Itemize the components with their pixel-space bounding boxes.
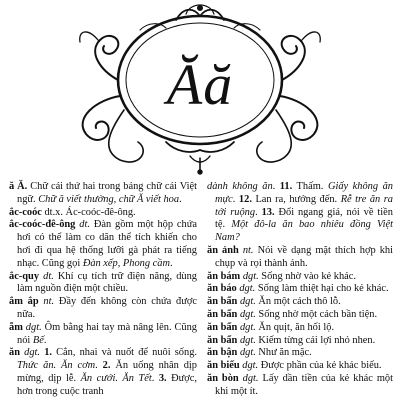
entry-text: Thấm. [292,181,328,192]
entry-text: . [95,360,103,372]
entry-italic-text: dgt. [239,308,256,320]
entry-text: . [232,193,239,205]
dictionary-entry [207,347,393,360]
entry-text: Khí cụ tích trữ điện năng, dùng làm nguồn điện một chiều. [17,270,197,295]
entry-headword: 13. [261,206,275,218]
entry-italic-text: nt. [242,244,254,256]
entry-text: Được phần của kẻ khác biếu. [258,360,382,372]
entry-text: . [272,181,280,192]
entry-text: . [151,372,159,384]
entry-text: Nói về dạng mặt thích hợp khi chụp và rọi thành ảnh. [215,244,393,269]
right-column [207,181,393,399]
entry-italic-text: dgt. [239,347,256,359]
entry-text: . [179,193,182,205]
entry-italic-text: dgt. [242,360,259,372]
dictionary-entry [9,271,197,297]
dictionary-entry [207,271,393,284]
dictionary-entry [207,360,393,373]
dictionary-entry [9,322,197,348]
entry-italic-text: nt. [43,296,55,308]
dictionary-entry [9,181,197,207]
dictionary-entry [9,347,197,398]
entry-italic-text: dt. [79,219,90,231]
entry-italic-text: Rễ tre ăn ra tới ruộng [215,193,394,218]
entry-text: Đầy đến không còn chứa được nữa. [17,296,197,320]
entry-italic-text: dgt. [239,296,256,308]
entry-headword: ă Ă. [9,181,28,192]
entry-headword: ắc-coóc [9,206,42,218]
entry-italic-text: dgt. [24,347,41,359]
entry-text: . [255,206,262,218]
entry-text: Sống nhờ vào kẻ khác. [258,270,356,282]
entry-text: Sống nhờ một cách bần tiện. [255,308,378,320]
entry-italic-text: Chữ ă viết thường, chữ Ă viết hoa [38,193,180,205]
dictionary-entry [9,219,197,270]
entry-italic-text: Một đô-la ăn bao nhiêu đồng Việt Nam? [215,219,394,244]
entry-headword: ắm ắp [9,296,39,308]
dictionary-entry [207,245,393,271]
entry-headword: 1. [44,347,52,359]
entry-italic-text: Đàn xếp, Phong cầm [82,257,170,269]
entry-italic-text: dgt. [239,334,256,346]
dictionary-entry [207,373,393,399]
entry-headword: ăn bòn [207,372,239,384]
entry-italic-text: dt. [43,270,54,282]
entry-text: Đổi ngang giá, nói về tiền tệ. [215,206,393,231]
entry-text: Lan ra, hướng đến. [251,193,341,205]
dictionary-entry [207,181,393,245]
entry-italic-text: dgt. [242,372,259,384]
entry-italic-text: dgt. [239,321,256,333]
entry-text: Chữ cái thứ hai trong bảng chữ cái Việt ngữ. [17,181,197,205]
entry-headword: ăn bận [207,347,238,359]
entry-headword: 12. [238,193,252,205]
entry-text: Được, hơn trong cuộc tranh [17,372,197,397]
entry-italic-text: dgt. [239,283,256,295]
entry-headword: 3. [158,372,167,384]
entry-headword: ăn ảnh [207,244,239,256]
entry-italic-text: Ăn cưới. Ăn Tết [80,372,152,384]
entry-text: Đàn gồm một hộp chứa hơi có thể làm co dãn thể tích khiến cho hơi đi qua hệ thống lưỡi gà phát ra tiếng nhạc. Cũng gọi [17,219,197,269]
entry-text: Kiếm từng cái lợi nhỏ nhen. [255,334,376,346]
entry-headword: ắc-quy [9,270,40,282]
entry-italic-text: dgt. [25,321,42,333]
entry-text: Ăn một cách thô lỗ. [255,296,341,308]
entry-italic-text: Thức ăn. Ăn cơm [17,360,96,372]
dictionary-entry [207,283,393,296]
entry-text: Cắn, nhai và nuốt để nuôi sống. [51,347,197,359]
entry-headword: 11. [279,181,293,192]
entry-text: . [43,334,47,346]
entry-headword: ăn biếu [207,360,240,372]
entry-text: dt.x. Ác-coóc-đê-ông. [41,206,136,218]
entry-headword: ăn báo [207,283,237,295]
entry-text: Lấy dần tiền của kẻ khác một khi một ít. [215,372,393,397]
entry-headword: ăn bám [207,270,241,282]
dictionary-entry [9,296,197,322]
entry-headword: ăn bẩn [207,321,238,333]
entry-headword: ẵm [9,321,23,333]
entry-text: Sống làm thiệt hại cho kẻ khác. [255,283,389,295]
entry-headword: ăn bẩn [207,334,238,346]
entry-italic-text: dgt. [242,270,259,282]
entry-italic-text: Giấy không ăn mực [215,181,393,205]
entry-headword: ăn bẩn [207,296,238,308]
entry-italic-text: dành không ăn [207,181,273,192]
entry-headword: ăn bẩn [207,308,238,320]
entry-headword: 2. [102,360,111,372]
entry-text: . [169,257,173,269]
dictionary-entry [207,309,393,322]
dictionary-entry [9,207,197,220]
entry-headword: ăn [9,347,20,359]
entry-text: Như ăn mặc. [255,347,312,359]
dictionary-entry [207,322,393,335]
dictionary-entry [207,296,393,309]
dictionary-entry [207,335,393,348]
entry-text: Ăn uống nhân dịp mừng, dịp lễ. [17,360,197,384]
entry-text: Ăn quịt, ăn hối lộ. [255,321,335,333]
entry-text: Ôm bằng hai tay mà nâng lên. Cũng nói [17,321,197,346]
left-column [9,181,197,399]
entry-headword: ắc-coóc-đê-ông [9,219,76,231]
entry-italic-text: Bế [32,334,44,346]
letter-heading: Ăă [166,52,234,117]
